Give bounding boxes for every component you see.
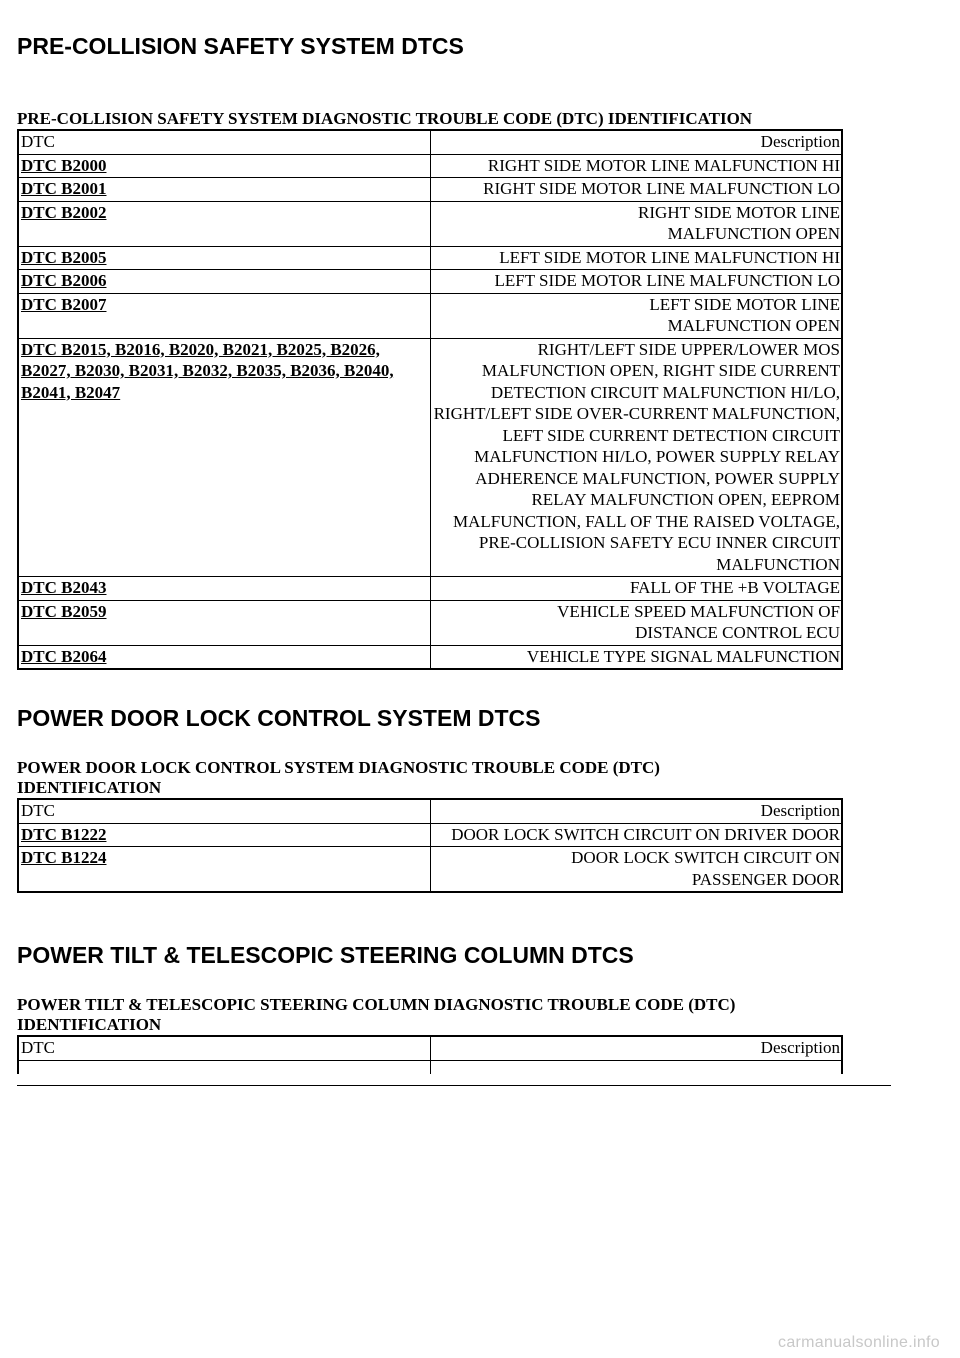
dtc-link[interactable]: DTC B2015, B2016, B2020, B2021, B2025, B2026, B2027, B2030, B2031, B2032, B2035, B2036, B2040, B2041, B2047 — [21, 339, 394, 402]
table-row — [18, 823, 842, 847]
table-header-row — [18, 799, 842, 823]
header-description: Description — [431, 1036, 843, 1060]
table-row — [18, 246, 842, 270]
dtc-description: VEHICLE TYPE SIGNAL MALFUNCTION — [431, 645, 843, 669]
header-dtc: DTC — [18, 1036, 431, 1060]
dtc-description: LEFT SIDE MOTOR LINE MALFUNCTION LO — [431, 270, 843, 294]
dtc-link[interactable]: DTC B2005 — [21, 247, 107, 267]
dtc-table — [17, 129, 843, 670]
section-pre-collision — [17, 32, 843, 670]
header-dtc: DTC — [18, 130, 431, 154]
dtc-description: VEHICLE SPEED MALFUNCTION OF DISTANCE CONTROL ECU — [431, 600, 843, 645]
table-row — [18, 600, 842, 645]
dtc-table — [17, 1035, 843, 1074]
table-title: POWER TILT & TELESCOPIC STEERING COLUMN DIAGNOSTIC TROUBLE CODE (DTC) IDENTIFICATION — [17, 995, 736, 1034]
dtc-link[interactable]: DTC B2002 — [21, 202, 107, 222]
dtc-table — [17, 798, 843, 893]
table-row — [18, 270, 842, 294]
section-heading: PRE-COLLISION SAFETY SYSTEM DTCS — [17, 33, 464, 59]
dtc-description: LEFT SIDE MOTOR LINE MALFUNCTION HI — [431, 246, 843, 270]
dtc-description: RIGHT/LEFT SIDE UPPER/LOWER MOS MALFUNCTION OPEN, RIGHT SIDE CURRENT DETECTION CIRCUIT MALFUNCTION HI/LO, RIGHT/LEFT SIDE OVER-CURRENT MALFUNCTION, LEFT SIDE CURRENT DETECTION CIRCUIT MALFUNCTION HI/LO, POWER SUPPLY RELAY ADHERENCE MALFUNCTION, POWER SUPPLY RELAY MALFUNCTION OPEN, EEPROM MALFUNCTION, FALL OF THE RAISED VOLTAGE, PRE-COLLISION SAFETY ECU INNER CIRCUIT MALFUNCTION — [431, 338, 843, 577]
dtc-description: RIGHT SIDE MOTOR LINE MALFUNCTION LO — [431, 178, 843, 202]
dtc-link[interactable]: DTC B1222 — [21, 824, 107, 844]
table-row — [18, 154, 842, 178]
watermark: carmanualsonline.info — [778, 1334, 940, 1351]
header-dtc: DTC — [18, 799, 431, 823]
table-row — [18, 338, 842, 577]
table-row — [18, 1060, 842, 1074]
dtc-description: RIGHT SIDE MOTOR LINE MALFUNCTION OPEN — [431, 201, 843, 246]
section-heading: POWER DOOR LOCK CONTROL SYSTEM DTCS — [17, 705, 541, 731]
dtc-link[interactable]: DTC B2043 — [21, 578, 107, 597]
header-description: Description — [431, 130, 843, 154]
table-row — [18, 293, 842, 338]
section-power-door-lock — [17, 704, 843, 893]
dtc-link[interactable]: DTC B2000 — [21, 155, 107, 175]
table-title: PRE-COLLISION SAFETY SYSTEM DIAGNOSTIC TROUBLE CODE (DTC) IDENTIFICATION — [17, 109, 753, 128]
section-heading: POWER TILT & TELESCOPIC STEERING COLUMN DTCS — [17, 942, 634, 968]
dtc-description: DOOR LOCK SWITCH CIRCUIT ON DRIVER DOOR — [431, 823, 843, 847]
table-row — [18, 577, 842, 601]
table-row — [18, 645, 842, 669]
dtc-description: RIGHT SIDE MOTOR LINE MALFUNCTION HI — [431, 154, 843, 178]
dtc-description: FALL OF THE +B VOLTAGE — [431, 577, 843, 601]
dtc-link[interactable]: DTC B2001 — [21, 179, 107, 198]
dtc-link[interactable]: DTC B2059 — [21, 601, 107, 621]
table-row — [18, 178, 842, 202]
page-divider — [17, 1085, 891, 1086]
dtc-link[interactable]: DTC B2007 — [21, 294, 107, 314]
section-power-tilt-telescopic — [17, 941, 843, 1074]
dtc-link[interactable]: DTC B2006 — [21, 271, 107, 290]
header-description: Description — [431, 799, 843, 823]
dtc-description: LEFT SIDE MOTOR LINE MALFUNCTION OPEN — [431, 293, 843, 338]
dtc-description: DOOR LOCK SWITCH CIRCUIT ON PASSENGER DOOR — [431, 847, 843, 893]
table-row — [18, 201, 842, 246]
dtc-link[interactable]: DTC B2064 — [21, 646, 107, 666]
dtc-link[interactable]: DTC B1224 — [21, 848, 107, 867]
table-title: POWER DOOR LOCK CONTROL SYSTEM DIAGNOSTIC TROUBLE CODE (DTC) IDENTIFICATION — [17, 758, 660, 797]
table-row — [18, 847, 842, 893]
table-header-row — [18, 1036, 842, 1060]
table-header-row — [18, 130, 842, 154]
